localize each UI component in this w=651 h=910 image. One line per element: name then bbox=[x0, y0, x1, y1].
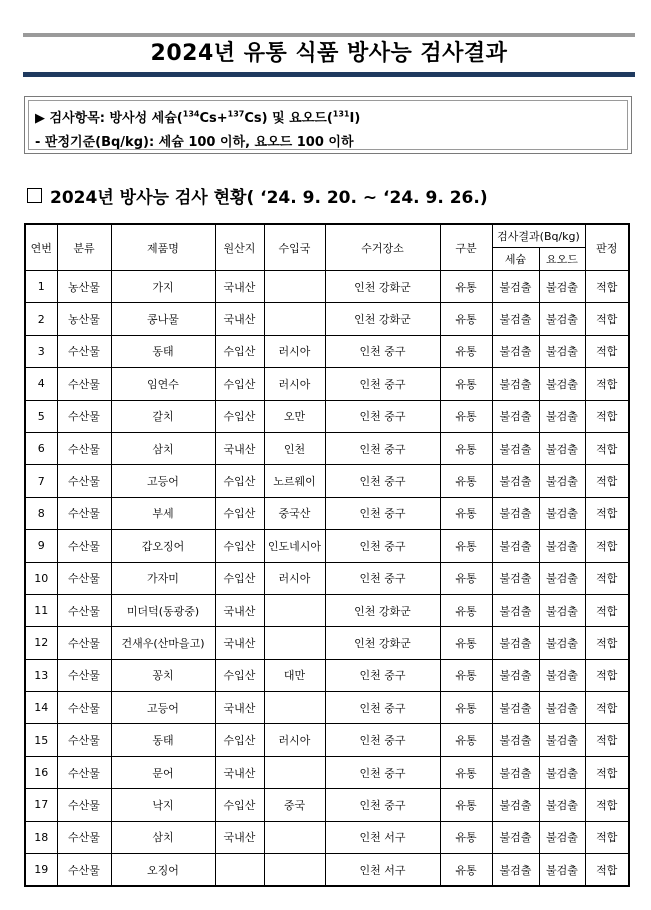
cell-location: 인천 중구 bbox=[325, 659, 440, 691]
cell-judgment: 적합 bbox=[585, 368, 629, 400]
cell-cesium: 불검출 bbox=[492, 756, 539, 788]
cell-product: 낙지 bbox=[111, 789, 215, 821]
table-row bbox=[25, 465, 629, 497]
cell-iodine: 불검출 bbox=[539, 530, 585, 562]
cell-no: 10 bbox=[25, 562, 57, 594]
cell-category: 수산물 bbox=[57, 594, 111, 626]
header-cesium: 세슘 bbox=[492, 248, 539, 271]
cell-cesium: 불검출 bbox=[492, 724, 539, 756]
cell-category: 농산물 bbox=[57, 303, 111, 335]
header-category: 분류 bbox=[57, 224, 111, 271]
cell-no: 13 bbox=[25, 659, 57, 691]
cell-import-country: 러시아 bbox=[264, 368, 325, 400]
cell-type: 유통 bbox=[440, 854, 492, 887]
cell-location: 인천 중구 bbox=[325, 400, 440, 432]
cell-no: 9 bbox=[25, 530, 57, 562]
cell-no: 15 bbox=[25, 724, 57, 756]
cell-cesium: 불검출 bbox=[492, 594, 539, 626]
cell-type: 유통 bbox=[440, 594, 492, 626]
cell-no: 19 bbox=[25, 854, 57, 887]
table-row bbox=[25, 497, 629, 529]
cell-import-country: 러시아 bbox=[264, 562, 325, 594]
criteria-cs-end: Cs) 및 요오드( bbox=[244, 111, 333, 126]
cell-product: 콩나물 bbox=[111, 303, 215, 335]
cell-cesium: 불검출 bbox=[492, 627, 539, 659]
cell-judgment: 적합 bbox=[585, 271, 629, 303]
header-origin: 원산지 bbox=[215, 224, 264, 271]
table-row bbox=[25, 854, 629, 887]
cell-origin: 수입산 bbox=[215, 530, 264, 562]
table-row bbox=[25, 756, 629, 788]
cell-iodine: 불검출 bbox=[539, 821, 585, 853]
cell-product: 부세 bbox=[111, 497, 215, 529]
cell-type: 유통 bbox=[440, 789, 492, 821]
cell-origin: 수입산 bbox=[215, 789, 264, 821]
cell-iodine: 불검출 bbox=[539, 335, 585, 367]
cell-no: 18 bbox=[25, 821, 57, 853]
table-row bbox=[25, 368, 629, 400]
cell-origin: 수입산 bbox=[215, 400, 264, 432]
cell-no: 17 bbox=[25, 789, 57, 821]
cell-category: 수산물 bbox=[57, 400, 111, 432]
cell-iodine: 불검출 bbox=[539, 432, 585, 464]
criteria-items-prefix: ▶ 검사항목: 방사성 세슘( bbox=[35, 111, 183, 126]
cell-category: 수산물 bbox=[57, 530, 111, 562]
cell-origin: 수입산 bbox=[215, 724, 264, 756]
criteria-items-suffix: I) bbox=[349, 111, 361, 126]
cell-origin: 수입산 bbox=[215, 562, 264, 594]
cell-category: 수산물 bbox=[57, 756, 111, 788]
cell-type: 유통 bbox=[440, 821, 492, 853]
results-table bbox=[24, 223, 630, 887]
cell-location: 인천 중구 bbox=[325, 432, 440, 464]
cell-category: 농산물 bbox=[57, 271, 111, 303]
cell-judgment: 적합 bbox=[585, 335, 629, 367]
cell-judgment: 적합 bbox=[585, 530, 629, 562]
table-row bbox=[25, 594, 629, 626]
cell-category: 수산물 bbox=[57, 724, 111, 756]
cell-type: 유통 bbox=[440, 756, 492, 788]
cell-import-country: 러시아 bbox=[264, 335, 325, 367]
cell-category: 수산물 bbox=[57, 854, 111, 887]
header-no: 연번 bbox=[25, 224, 57, 271]
cell-origin: 수입산 bbox=[215, 368, 264, 400]
cell-type: 유통 bbox=[440, 400, 492, 432]
cell-iodine: 불검출 bbox=[539, 789, 585, 821]
cell-product: 가지 bbox=[111, 271, 215, 303]
cell-import-country bbox=[264, 303, 325, 335]
cell-category: 수산물 bbox=[57, 562, 111, 594]
cell-import-country bbox=[264, 594, 325, 626]
cell-product: 임연수 bbox=[111, 368, 215, 400]
cell-no: 4 bbox=[25, 368, 57, 400]
cs137-mass-number: 137 bbox=[227, 109, 245, 119]
cell-cesium: 불검출 bbox=[492, 368, 539, 400]
cell-judgment: 적합 bbox=[585, 432, 629, 464]
cell-type: 유통 bbox=[440, 497, 492, 529]
cell-category: 수산물 bbox=[57, 432, 111, 464]
cell-cesium: 불검출 bbox=[492, 530, 539, 562]
cell-cesium: 불검출 bbox=[492, 789, 539, 821]
cell-category: 수산물 bbox=[57, 692, 111, 724]
table-row bbox=[25, 303, 629, 335]
cell-iodine: 불검출 bbox=[539, 400, 585, 432]
cell-location: 인천 중구 bbox=[325, 789, 440, 821]
cell-product: 삼치 bbox=[111, 432, 215, 464]
table-row bbox=[25, 562, 629, 594]
cell-import-country: 대만 bbox=[264, 659, 325, 691]
cell-location: 인천 중구 bbox=[325, 465, 440, 497]
cell-origin: 수입산 bbox=[215, 335, 264, 367]
cell-type: 유통 bbox=[440, 271, 492, 303]
cell-judgment: 적합 bbox=[585, 789, 629, 821]
cell-type: 유통 bbox=[440, 724, 492, 756]
cell-origin: 국내산 bbox=[215, 432, 264, 464]
cell-origin bbox=[215, 854, 264, 887]
cell-cesium: 불검출 bbox=[492, 562, 539, 594]
cell-type: 유통 bbox=[440, 530, 492, 562]
cell-category: 수산물 bbox=[57, 659, 111, 691]
cell-location: 인천 강화군 bbox=[325, 271, 440, 303]
cell-cesium: 불검출 bbox=[492, 400, 539, 432]
cell-import-country bbox=[264, 756, 325, 788]
cs134-mass-number: 134 bbox=[182, 109, 200, 119]
cell-import-country: 중국 bbox=[264, 789, 325, 821]
cell-location: 인천 서구 bbox=[325, 821, 440, 853]
cell-no: 11 bbox=[25, 594, 57, 626]
cell-import-country: 인도네시아 bbox=[264, 530, 325, 562]
criteria-box bbox=[24, 96, 632, 154]
cell-location: 인천 강화군 bbox=[325, 627, 440, 659]
i131-mass-number: 131 bbox=[332, 109, 350, 119]
cell-category: 수산물 bbox=[57, 465, 111, 497]
cell-location: 인천 중구 bbox=[325, 368, 440, 400]
cell-location: 인천 중구 bbox=[325, 530, 440, 562]
cell-cesium: 불검출 bbox=[492, 303, 539, 335]
cell-product: 갈치 bbox=[111, 400, 215, 432]
cell-category: 수산물 bbox=[57, 497, 111, 529]
table-row bbox=[25, 627, 629, 659]
cell-iodine: 불검출 bbox=[539, 465, 585, 497]
cell-import-country bbox=[264, 821, 325, 853]
cell-origin: 수입산 bbox=[215, 497, 264, 529]
cell-product: 문어 bbox=[111, 756, 215, 788]
cell-cesium: 불검출 bbox=[492, 432, 539, 464]
criteria-standard: - 판정기준(Bq/kg): 세슘 100 이하, 요오드 100 이하 bbox=[35, 135, 354, 150]
document-title: 2024년 유통 식품 방사능 검사결과 bbox=[150, 41, 508, 66]
cell-judgment: 적합 bbox=[585, 497, 629, 529]
cell-origin: 국내산 bbox=[215, 303, 264, 335]
cell-location: 인천 중구 bbox=[325, 756, 440, 788]
cell-import-country: 노르웨이 bbox=[264, 465, 325, 497]
cell-type: 유통 bbox=[440, 659, 492, 691]
cell-no: 16 bbox=[25, 756, 57, 788]
cell-iodine: 불검출 bbox=[539, 724, 585, 756]
cell-type: 유통 bbox=[440, 335, 492, 367]
cell-origin: 국내산 bbox=[215, 821, 264, 853]
cell-cesium: 불검출 bbox=[492, 271, 539, 303]
cell-location: 인천 중구 bbox=[325, 335, 440, 367]
cell-judgment: 적합 bbox=[585, 562, 629, 594]
cell-origin: 수입산 bbox=[215, 659, 264, 691]
cell-iodine: 불검출 bbox=[539, 627, 585, 659]
table-row bbox=[25, 400, 629, 432]
header-product: 제품명 bbox=[111, 224, 215, 271]
section-heading-text: 2024년 방사능 검사 현황( ‘24. 9. 20. ~ ‘24. 9. 26.) bbox=[50, 188, 488, 208]
criteria-cs-mid: Cs+ bbox=[199, 111, 228, 126]
cell-location: 인천 중구 bbox=[325, 562, 440, 594]
cell-product: 삼치 bbox=[111, 821, 215, 853]
cell-no: 1 bbox=[25, 271, 57, 303]
cell-product: 고등어 bbox=[111, 465, 215, 497]
cell-product: 미더덕(동광중) bbox=[111, 594, 215, 626]
header-location: 수거장소 bbox=[325, 224, 440, 271]
cell-type: 유통 bbox=[440, 368, 492, 400]
cell-judgment: 적합 bbox=[585, 756, 629, 788]
header-judgment: 판정 bbox=[585, 224, 629, 271]
cell-type: 유통 bbox=[440, 303, 492, 335]
cell-type: 유통 bbox=[440, 692, 492, 724]
checkbox-icon bbox=[27, 188, 42, 203]
cell-location: 인천 중구 bbox=[325, 724, 440, 756]
cell-cesium: 불검출 bbox=[492, 497, 539, 529]
cell-type: 유통 bbox=[440, 627, 492, 659]
cell-location: 인천 강화군 bbox=[325, 594, 440, 626]
title-bottom-rule bbox=[23, 72, 635, 77]
cell-cesium: 불검출 bbox=[492, 692, 539, 724]
table-row bbox=[25, 271, 629, 303]
cell-origin: 국내산 bbox=[215, 594, 264, 626]
table-row bbox=[25, 432, 629, 464]
cell-import-country: 오만 bbox=[264, 400, 325, 432]
cell-no: 12 bbox=[25, 627, 57, 659]
cell-judgment: 적합 bbox=[585, 659, 629, 691]
cell-product: 꽁치 bbox=[111, 659, 215, 691]
cell-import-country bbox=[264, 271, 325, 303]
cell-cesium: 불검출 bbox=[492, 854, 539, 887]
cell-iodine: 불검출 bbox=[539, 756, 585, 788]
cell-location: 인천 강화군 bbox=[325, 303, 440, 335]
cell-category: 수산물 bbox=[57, 335, 111, 367]
table-row bbox=[25, 659, 629, 691]
cell-product: 갑오징어 bbox=[111, 530, 215, 562]
cell-origin: 국내산 bbox=[215, 692, 264, 724]
cell-iodine: 불검출 bbox=[539, 692, 585, 724]
cell-import-country: 인천 bbox=[264, 432, 325, 464]
cell-type: 유통 bbox=[440, 432, 492, 464]
cell-origin: 국내산 bbox=[215, 756, 264, 788]
cell-product: 동태 bbox=[111, 335, 215, 367]
cell-no: 14 bbox=[25, 692, 57, 724]
cell-no: 5 bbox=[25, 400, 57, 432]
cell-cesium: 불검출 bbox=[492, 335, 539, 367]
cell-judgment: 적합 bbox=[585, 594, 629, 626]
cell-import-country bbox=[264, 627, 325, 659]
cell-cesium: 불검출 bbox=[492, 465, 539, 497]
cell-no: 7 bbox=[25, 465, 57, 497]
criteria-test-items bbox=[35, 107, 360, 126]
cell-type: 유통 bbox=[440, 562, 492, 594]
cell-judgment: 적합 bbox=[585, 627, 629, 659]
table-row bbox=[25, 821, 629, 853]
cell-import-country bbox=[264, 692, 325, 724]
cell-category: 수산물 bbox=[57, 789, 111, 821]
cell-judgment: 적합 bbox=[585, 821, 629, 853]
cell-no: 6 bbox=[25, 432, 57, 464]
cell-origin: 국내산 bbox=[215, 271, 264, 303]
cell-import-country: 러시아 bbox=[264, 724, 325, 756]
table-row bbox=[25, 692, 629, 724]
cell-category: 수산물 bbox=[57, 627, 111, 659]
table-row bbox=[25, 530, 629, 562]
cell-origin: 수입산 bbox=[215, 465, 264, 497]
cell-product: 고등어 bbox=[111, 692, 215, 724]
cell-product: 건새우(산마을고) bbox=[111, 627, 215, 659]
cell-judgment: 적합 bbox=[585, 724, 629, 756]
table-row bbox=[25, 724, 629, 756]
cell-location: 인천 중구 bbox=[325, 692, 440, 724]
cell-location: 인천 서구 bbox=[325, 854, 440, 887]
cell-judgment: 적합 bbox=[585, 303, 629, 335]
header-iodine: 요오드 bbox=[539, 248, 585, 271]
cell-iodine: 불검출 bbox=[539, 562, 585, 594]
cell-judgment: 적합 bbox=[585, 692, 629, 724]
header-type: 구분 bbox=[440, 224, 492, 271]
table-row bbox=[25, 335, 629, 367]
cell-iodine: 불검출 bbox=[539, 659, 585, 691]
cell-type: 유통 bbox=[440, 465, 492, 497]
cell-origin: 국내산 bbox=[215, 627, 264, 659]
cell-judgment: 적합 bbox=[585, 854, 629, 887]
cell-no: 3 bbox=[25, 335, 57, 367]
cell-no: 2 bbox=[25, 303, 57, 335]
cell-cesium: 불검출 bbox=[492, 821, 539, 853]
cell-product: 동태 bbox=[111, 724, 215, 756]
cell-cesium: 불검출 bbox=[492, 659, 539, 691]
cell-import-country bbox=[264, 854, 325, 887]
cell-judgment: 적합 bbox=[585, 400, 629, 432]
cell-product: 오징어 bbox=[111, 854, 215, 887]
table-row bbox=[25, 789, 629, 821]
header-result-group: 검사결과(Bq/kg) bbox=[492, 224, 585, 248]
cell-iodine: 불검출 bbox=[539, 368, 585, 400]
cell-iodine: 불검출 bbox=[539, 497, 585, 529]
cell-no: 8 bbox=[25, 497, 57, 529]
section-heading bbox=[27, 183, 488, 208]
cell-iodine: 불검출 bbox=[539, 271, 585, 303]
cell-import-country: 중국산 bbox=[264, 497, 325, 529]
cell-category: 수산물 bbox=[57, 821, 111, 853]
cell-iodine: 불검출 bbox=[539, 303, 585, 335]
cell-location: 인천 중구 bbox=[325, 497, 440, 529]
cell-iodine: 불검출 bbox=[539, 854, 585, 887]
cell-product: 가자미 bbox=[111, 562, 215, 594]
cell-category: 수산물 bbox=[57, 368, 111, 400]
cell-judgment: 적합 bbox=[585, 465, 629, 497]
header-import-country: 수입국 bbox=[264, 224, 325, 271]
cell-iodine: 불검출 bbox=[539, 594, 585, 626]
